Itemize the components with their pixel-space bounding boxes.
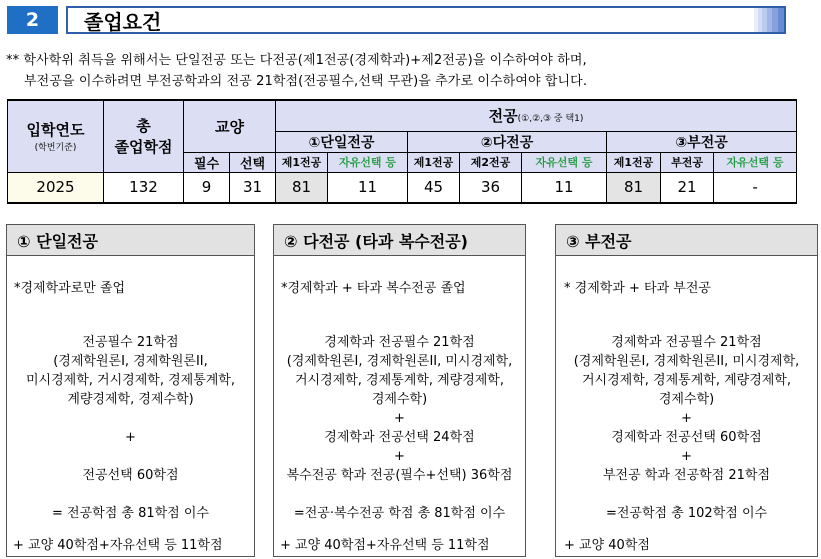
header-general-required: 필수	[184, 152, 230, 172]
box-line: 경제학과 전공선택 60학점	[611, 430, 762, 445]
total-credits-label-1: 총	[136, 117, 151, 136]
box-line: +	[681, 449, 692, 464]
header-multi-first: 제1전공	[408, 152, 460, 172]
cell-minor-minor: 21	[661, 172, 714, 203]
box-line: 거시경제학, 경제통계학, 계량경제학,	[294, 373, 505, 388]
header-single-major: ①단일전공	[276, 131, 408, 152]
box-subtitle: *경제학과로만 졸업	[14, 281, 126, 296]
box-body	[274, 333, 525, 523]
header-single-free: 자유선택 등	[328, 152, 408, 172]
box-title: ② 다전공 (타과 복수전공)	[274, 225, 525, 256]
box-title: ③ 부전공	[556, 225, 817, 256]
cell-single-first: 81	[276, 172, 328, 203]
box-subtitle: *경제학과 + 타과 복수전공 졸업	[281, 281, 466, 296]
header-minor-minor: 부전공	[661, 152, 714, 172]
box-line: +	[681, 411, 692, 426]
box-line: 경제학과 전공선택 24학점	[324, 430, 475, 445]
major-label: 전공	[488, 107, 518, 126]
box-body	[556, 333, 817, 523]
cell-year: 2025	[8, 172, 104, 203]
box-multi-major	[273, 224, 526, 557]
box-line: 경제수학)	[371, 392, 428, 407]
total-credits-label-2: 졸업학점	[114, 138, 173, 157]
header-general-elective: 선택	[230, 152, 276, 172]
cell-multi-first: 45	[408, 172, 460, 203]
box-line: (경제학원론I, 경제학원론II, 미시경제학,	[573, 354, 800, 369]
box-line: 거시경제학, 경제통계학, 계량경제학,	[581, 373, 792, 388]
section-title	[66, 6, 786, 34]
box-footer: + 교양 40학점	[564, 538, 650, 553]
box-line: 경제학과 전공필수 21학점	[324, 335, 475, 350]
cell-gen-required: 9	[184, 172, 230, 203]
cell-total: 132	[104, 172, 184, 203]
box-subtitle: * 경제학과 + 타과 부전공	[564, 281, 711, 296]
box-line: 미시경제학, 거시경제학, 경제통계학,	[25, 373, 236, 388]
box-footer: + 교양 40학점+자유선택 등 11학점	[13, 538, 223, 553]
box-line: 전공필수 21학점	[82, 335, 179, 350]
cell-multi-free: 11	[522, 172, 607, 203]
box-line: 전공선택 60학점	[82, 468, 179, 483]
header-minor-first: 제1전공	[607, 152, 661, 172]
box-line: (경제학원론I, 경제학원론II, 미시경제학,	[286, 354, 513, 369]
header-single-first: 제1전공	[276, 152, 328, 172]
cell-minor-free: -	[714, 172, 797, 203]
header-minor-free: 자유선택 등	[714, 152, 797, 172]
box-line: 복수전공 학과 전공(필수+선택) 36학점	[286, 468, 513, 483]
title-gradient-decoration	[754, 8, 784, 32]
section-title-text: 졸업요건	[84, 9, 162, 34]
box-minor	[555, 224, 818, 557]
box-line: =전공·복수전공 학점 총 81학점 이수	[293, 506, 506, 521]
box-line: (경제학원론I, 경제학원론II,	[53, 354, 208, 369]
box-line: +	[394, 449, 405, 464]
section-number: 2	[7, 6, 58, 34]
box-line: 경제수학)	[658, 392, 715, 407]
box-line: +	[125, 430, 136, 445]
box-footer: + 교양 40학점+자유선택 등 11학점	[280, 538, 490, 553]
cell-multi-second: 36	[460, 172, 522, 203]
box-line: 부전공 학과 전공학점 21학점	[602, 468, 771, 483]
admission-year-label: 입학연도	[26, 121, 85, 140]
box-line: = 전공학점 총 81학점 이수	[52, 506, 209, 521]
cell-gen-elective: 31	[230, 172, 276, 203]
admission-year-note: (학번기준)	[34, 143, 77, 154]
cell-minor-first: 81	[607, 172, 661, 203]
box-single-major	[6, 224, 255, 557]
header-major	[276, 100, 797, 131]
major-note: (①,②,③ 중 택1)	[517, 114, 584, 125]
header-multi-second: 제2전공	[460, 152, 522, 172]
box-title: ① 단일전공	[7, 225, 254, 256]
requirements-table	[7, 99, 797, 204]
note-line-2: 부전공을 이수하려면 부전공학과의 전공 21학점(전공필수,선택 무관)을 추가로 이수하여야 합니다.	[24, 74, 588, 89]
note-line-1: ** 학사학위 취득을 위해서는 단일전공 또는 다전공(제1전공(경제학과)+제2전공)을 이수하여야 하며,	[6, 53, 587, 68]
header-admission-year	[8, 100, 104, 172]
header-multi-major: ②다전공	[408, 131, 607, 152]
header-multi-free: 자유선택 등	[522, 152, 607, 172]
box-line: =전공학점 총 102학점 이수	[605, 506, 768, 521]
box-line: 계량경제학, 경제수학)	[67, 392, 194, 407]
cell-single-free: 11	[328, 172, 408, 203]
box-body	[7, 333, 254, 523]
header-general: 교양	[184, 100, 276, 152]
header-minor: ③부전공	[607, 131, 797, 152]
box-line: 경제학과 전공필수 21학점	[611, 335, 762, 350]
header-total-credits	[104, 100, 184, 172]
box-line: +	[394, 411, 405, 426]
